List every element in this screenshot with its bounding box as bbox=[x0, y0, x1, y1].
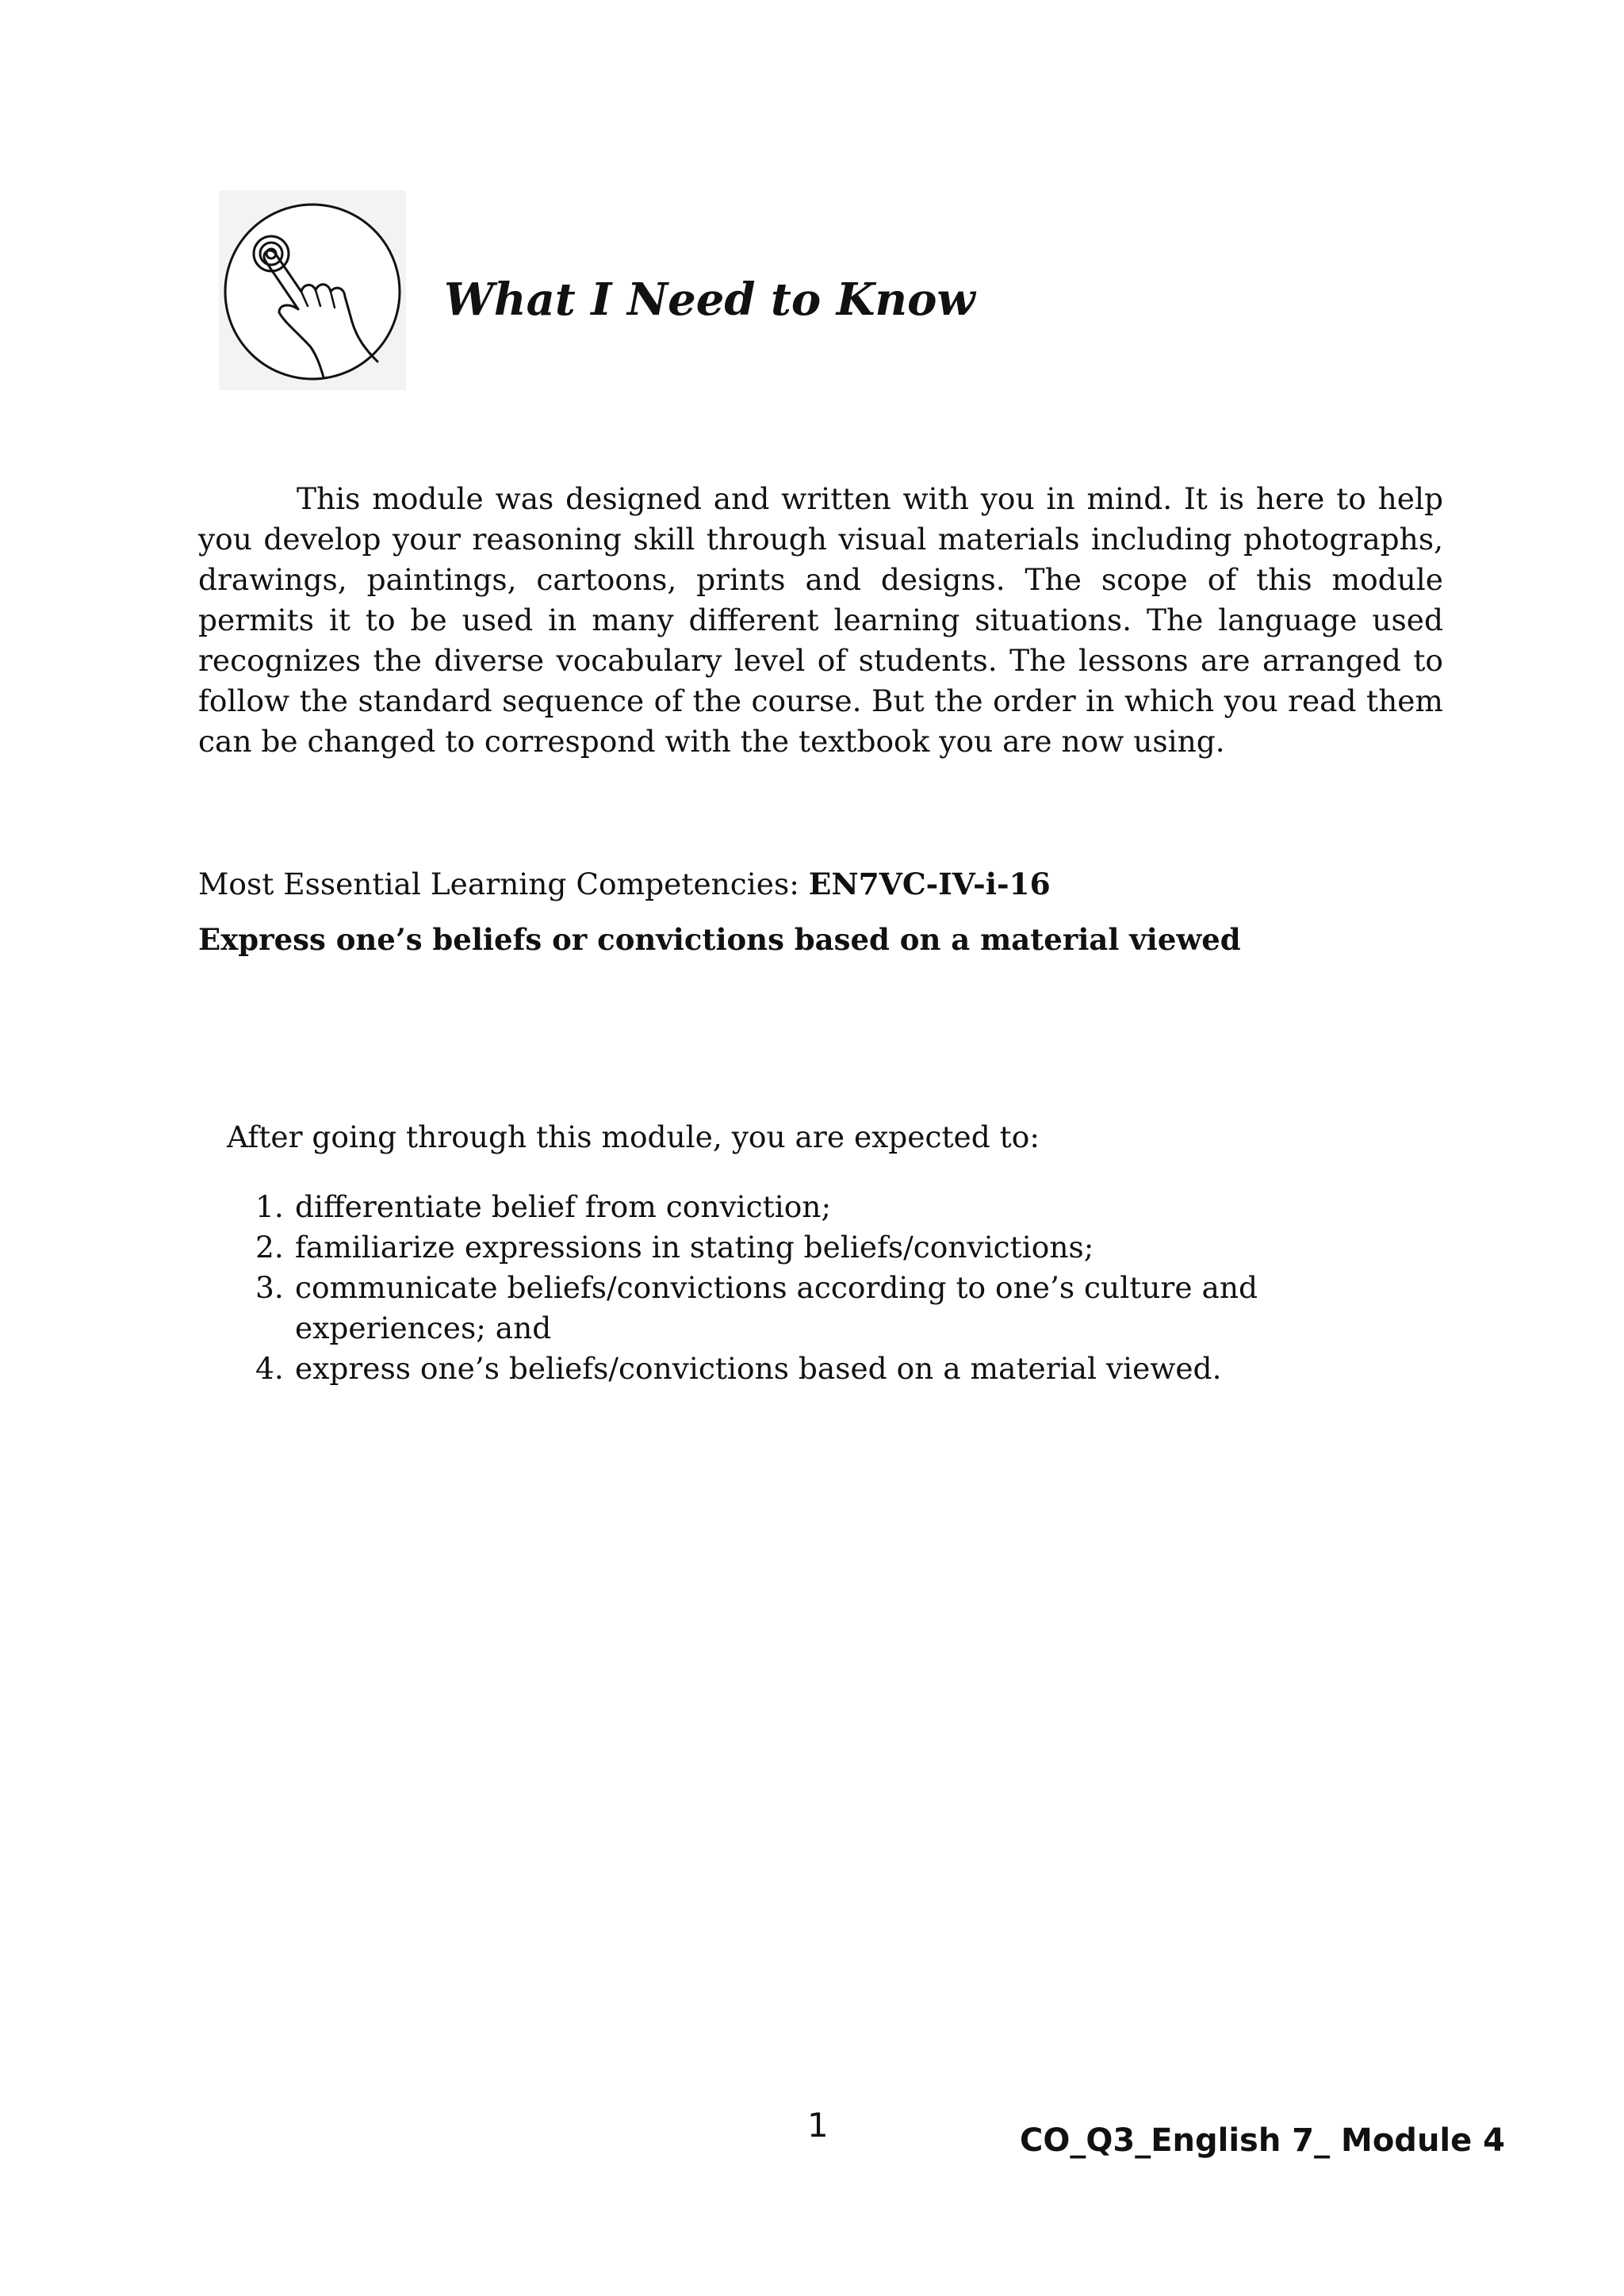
intro-paragraph: This module was designed and written with you in mind. It is here to help you develop your reasoning skill through visual materials including photographs, drawings, paintings, cartoons, prints and designs. The scope of this module permits it to be used in many different learning situations. The language used recognizes the diverse vocabulary level of students. The lessons are arranged to follow the standard sequence of the course. But the order in which you read them can be changed to correspond with the textbook you are now using. bbox=[198, 481, 1443, 759]
section-title: What I Need to Know bbox=[444, 274, 975, 326]
objective-text: differentiate belief from conviction; bbox=[295, 1189, 832, 1224]
objective-item bbox=[225, 1349, 1443, 1389]
objectives-list bbox=[225, 1187, 1443, 1389]
competencies-label: Most Essential Learning Competencies: bbox=[198, 867, 809, 901]
module-code: CO_Q3_English 7_ Module 4 bbox=[1020, 2122, 1506, 2159]
objective-number: 2. bbox=[255, 1230, 284, 1265]
objective-number: 1. bbox=[255, 1189, 284, 1224]
objective-item bbox=[225, 1187, 1443, 1227]
objective-text: familiarize expressions in stating beliefs/convictions; bbox=[295, 1230, 1094, 1265]
objective-number: 3. bbox=[255, 1270, 284, 1305]
competency-statement: Express one’s beliefs or convictions based on a material viewed bbox=[198, 922, 1241, 957]
objective-item bbox=[225, 1268, 1443, 1349]
competency-code: EN7VC-IV-i-16 bbox=[808, 867, 1051, 901]
pointing-hand-icon bbox=[219, 190, 406, 390]
objective-number: 4. bbox=[255, 1351, 284, 1386]
competencies-line bbox=[198, 864, 1467, 905]
objective-text: express one’s beliefs/convictions based on a material viewed. bbox=[295, 1351, 1222, 1386]
objective-text: communicate beliefs/convictions according to one’s culture and experiences; and bbox=[295, 1270, 1258, 1345]
page-number: 1 bbox=[807, 2106, 829, 2145]
objectives-intro: After going through this module, you are expected to: bbox=[227, 1119, 1040, 1154]
objective-item bbox=[225, 1227, 1443, 1268]
